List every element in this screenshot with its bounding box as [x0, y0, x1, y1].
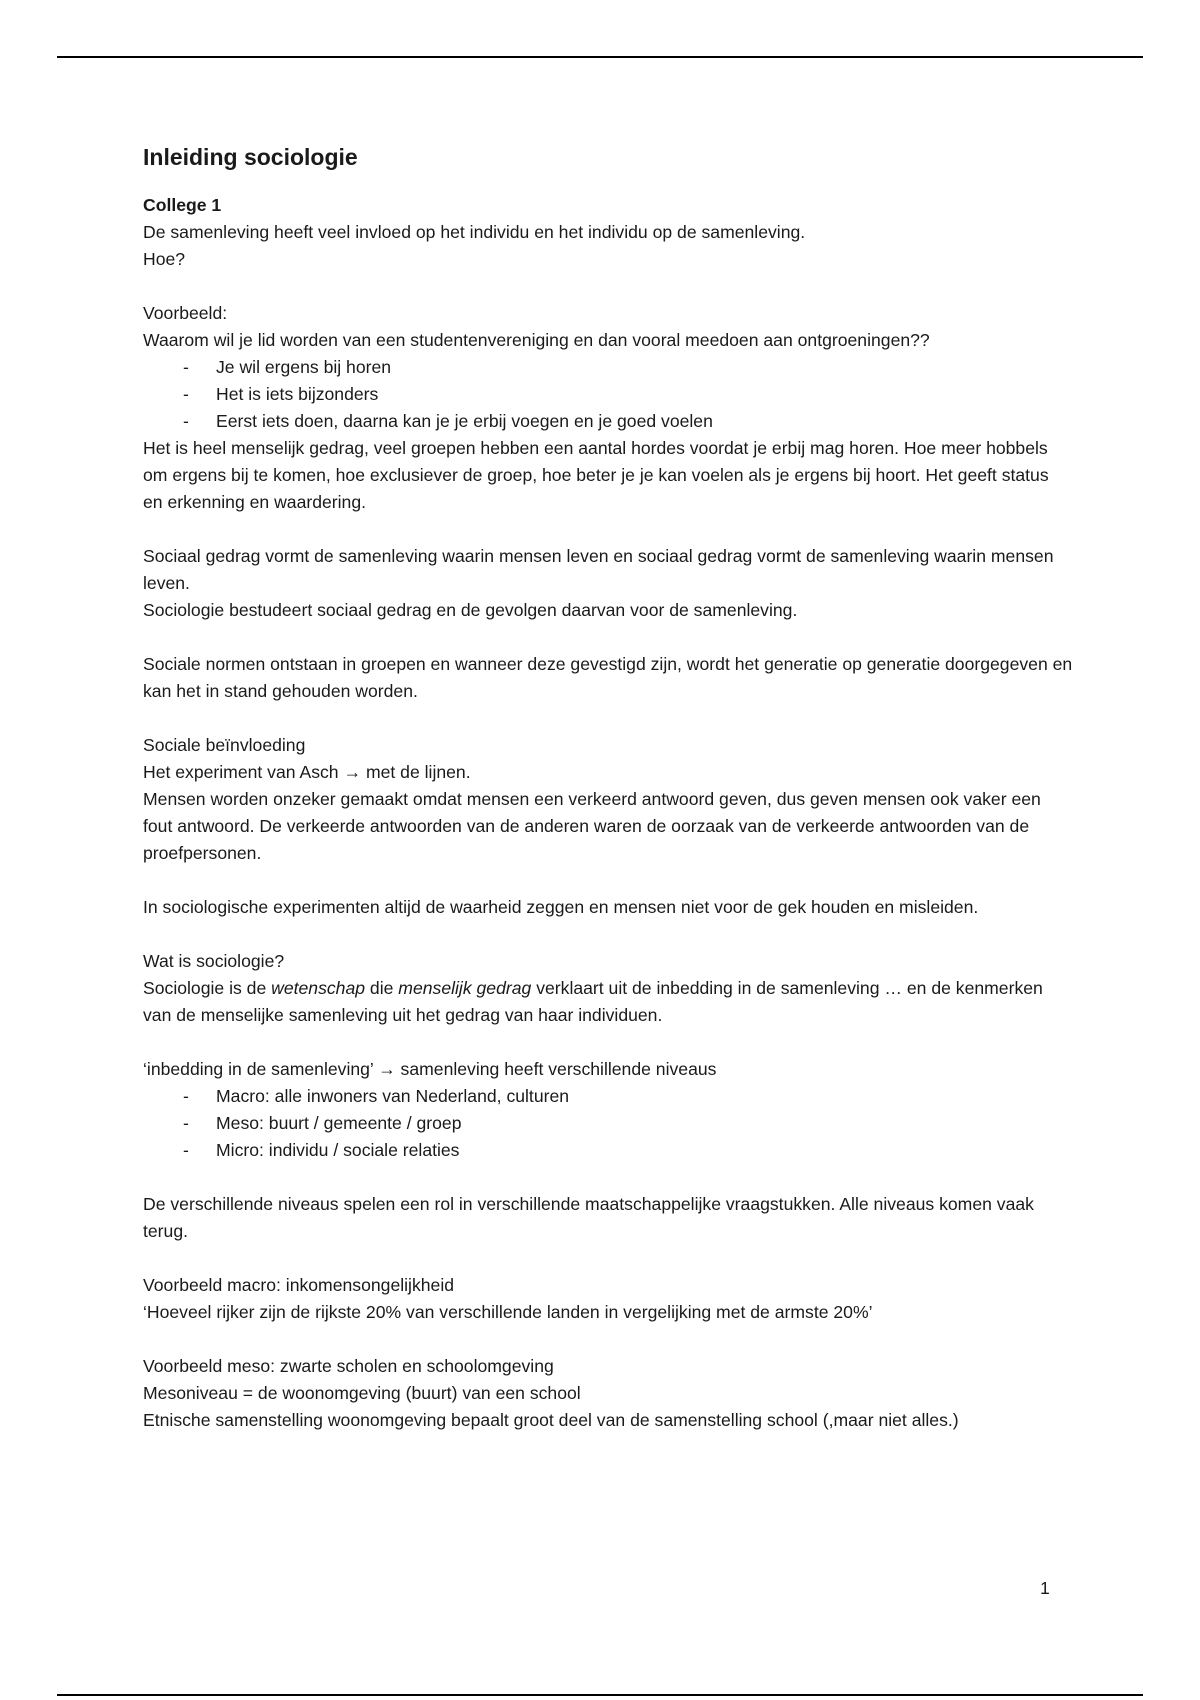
paragraph: Mesoniveau = de woonomgeving (buurt) van een school	[143, 1383, 581, 1403]
paragraph: Sociaal gedrag vormt de samenleving waarin mensen leven en sociaal gedrag vormt de samenleving waarin mensen leven.	[143, 546, 1054, 593]
list-item: - Eerst iets doen, daarna kan je je erbij voegen en je goed voelen	[143, 408, 1073, 435]
paragraph: Hoe?	[143, 249, 186, 269]
paragraph: De samenleving heeft veel invloed op het individu en het individu op de samenleving.	[143, 222, 806, 242]
list-item: - Macro: alle inwoners van Nederland, culturen	[143, 1083, 1073, 1110]
paragraph: Sociologie bestudeert sociaal gedrag en de gevolgen daarvan voor de samenleving.	[143, 600, 798, 620]
definition-paragraph: Sociologie is de wetenschap die menselijk gedrag verklaart uit de inbedding in de samenleving … en de kenmerken van de menselijke samenleving uit het gedrag van haar individuen.	[143, 978, 1043, 1025]
paragraph: Voorbeeld:	[143, 303, 228, 323]
paragraph: Het is heel menselijk gedrag, veel groepen hebben een aantal hordes voordat je erbij mag horen. Hoe meer hobbels om ergens bij te komen, hoe exclusiever de groep, hoe beter je je kan voelen als je ergens bij hoort. Het geeft status en erkenning en waardering.	[143, 438, 1049, 512]
paragraph: ‘inbedding in de samenleving’ → samenleving heeft verschillende niveaus	[143, 1059, 717, 1079]
paragraph: Waarom wil je lid worden van een studentenvereniging en dan vooral meedoen aan ontgroeningen??	[143, 330, 930, 350]
top-rule	[57, 56, 1143, 58]
paragraph: Voorbeeld meso: zwarte scholen en schoolomgeving	[143, 1356, 554, 1376]
section-heading-college: College 1	[143, 195, 222, 215]
paragraph: In sociologische experimenten altijd de waarheid zeggen en mensen niet voor de gek houden en misleiden.	[143, 897, 979, 917]
bottom-rule	[57, 1694, 1143, 1696]
page-number: 1	[1040, 1578, 1050, 1598]
list-item: - Meso: buurt / gemeente / groep	[143, 1110, 1073, 1137]
paragraph: Voorbeeld macro: inkomensongelijkheid	[143, 1275, 455, 1295]
bullet-list	[143, 1083, 1073, 1164]
emphasis: menselijk gedrag	[398, 978, 532, 998]
bullet-list	[143, 354, 1073, 435]
document-body	[143, 142, 1073, 1434]
paragraph: Mensen worden onzeker gemaakt omdat mensen een verkeerd antwoord geven, dus geven mensen ook vaker een fout antwoord. De verkeerde antwoorden van de anderen waren de oorzaak van de verkeerde antwoorden van de proefpersonen.	[143, 789, 1041, 863]
document-title: Inleiding sociologie	[143, 144, 358, 170]
emphasis: wetenschap	[271, 978, 366, 998]
list-item: - Het is iets bijzonders	[143, 381, 1073, 408]
paragraph: Sociale normen ontstaan in groepen en wanneer deze gevestigd zijn, wordt het generatie op generatie doorgegeven en kan het in stand gehouden worden.	[143, 654, 1073, 701]
list-item: - Micro: individu / sociale relaties	[143, 1137, 1073, 1164]
list-item: - Je wil ergens bij horen	[143, 354, 1073, 381]
paragraph: ‘Hoeveel rijker zijn de rijkste 20% van verschillende landen in vergelijking met de armste 20%’	[143, 1302, 873, 1322]
paragraph: Etnische samenstelling woonomgeving bepaalt groot deel van de samenstelling school (,maar niet alles.)	[143, 1410, 959, 1430]
paragraph: Het experiment van Asch → met de lijnen.	[143, 762, 471, 782]
paragraph: Sociale beïnvloeding	[143, 735, 306, 755]
paragraph: De verschillende niveaus spelen een rol in verschillende maatschappelijke vraagstukken. Alle niveaus komen vaak terug.	[143, 1194, 1034, 1241]
paragraph: Wat is sociologie?	[143, 951, 285, 971]
